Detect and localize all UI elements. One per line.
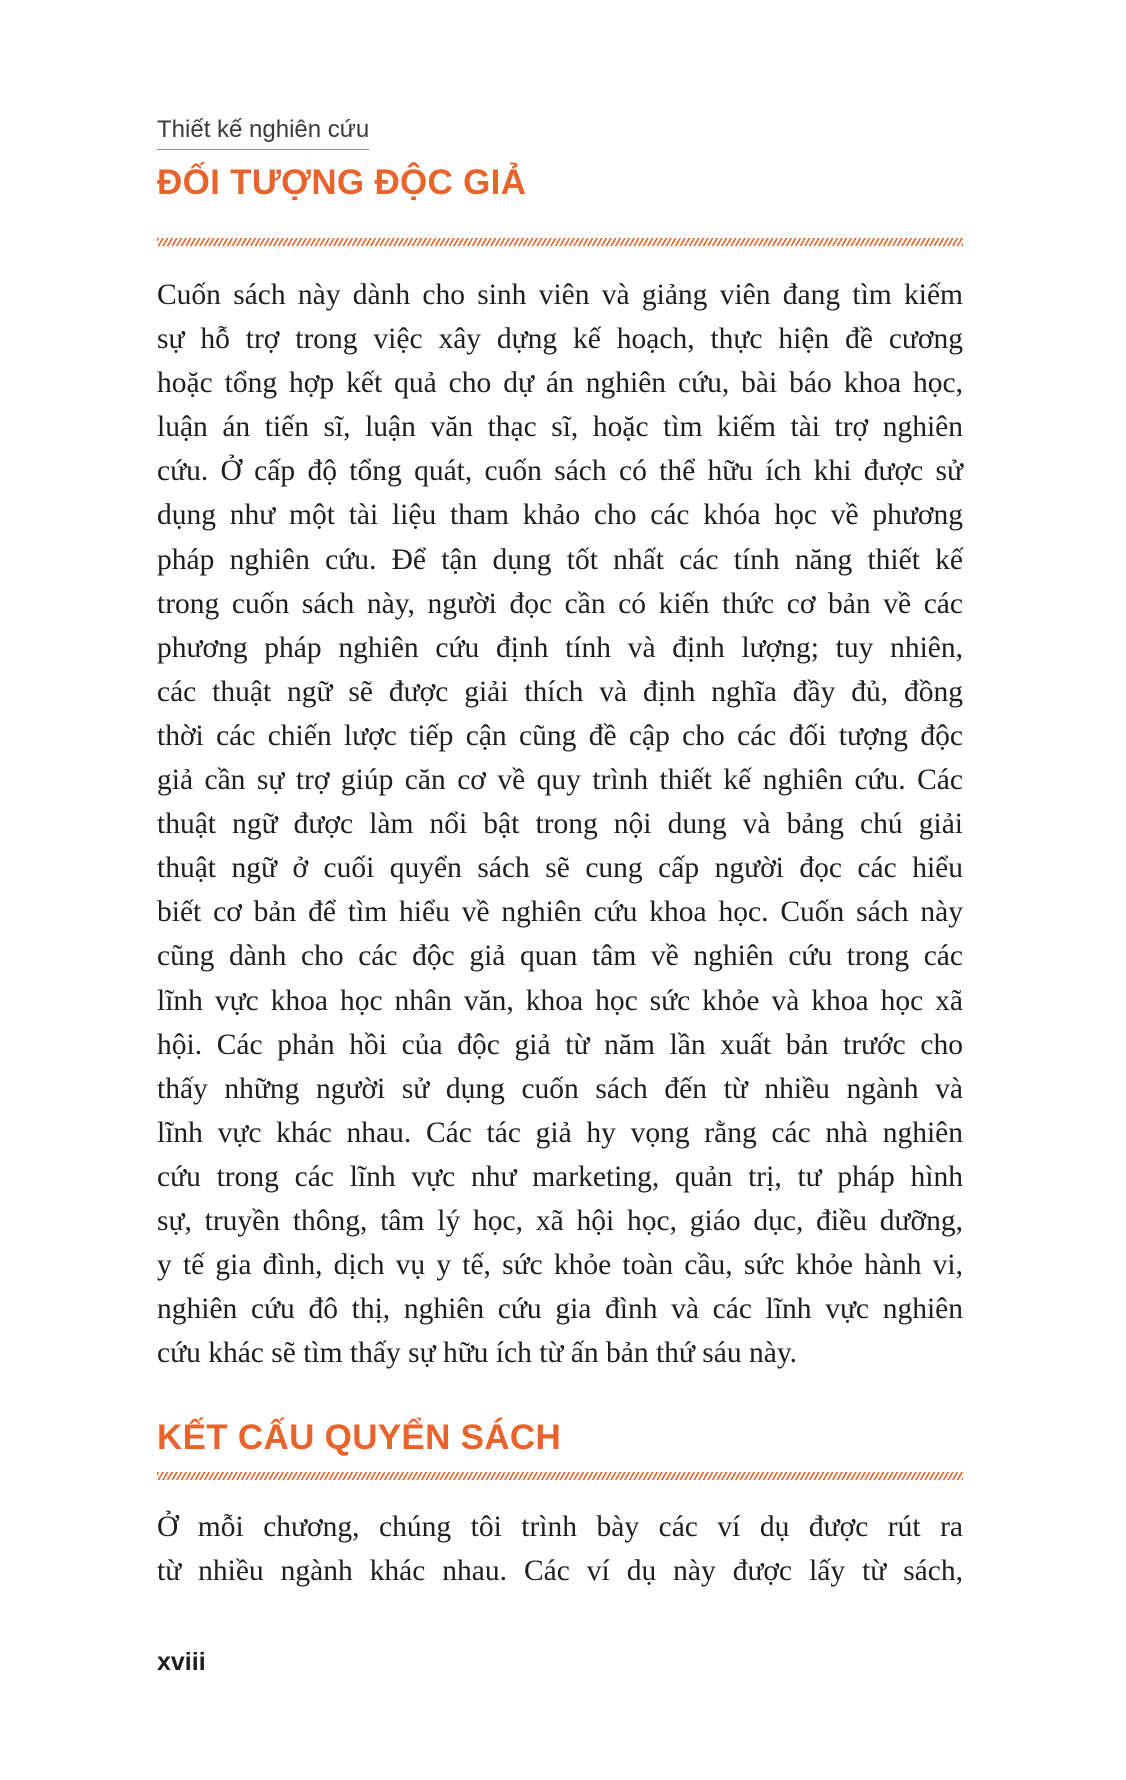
- text-line: hội. Các phản hồi của độc giả từ năm lần xuất bản trước cho: [157, 1028, 963, 1061]
- text-line: pháp nghiên cứu. Để tận dụng tốt nhất các tính năng thiết kế: [157, 543, 963, 576]
- text-line: thời các chiến lược tiếp cận cũng đề cập cho các đối tượng độc: [157, 719, 963, 752]
- text-line: cứu. Ở cấp độ tổng quát, cuốn sách có thể hữu ích khi được sử: [157, 455, 963, 488]
- text-line: nghiên cứu đô thị, nghiên cứu gia đình và các lĩnh vực nghiên: [157, 1293, 963, 1326]
- text-line: y tế gia đình, dịch vụ y tế, sức khỏe toàn cầu, sức khỏe hành vi,: [157, 1249, 963, 1282]
- text-line: thuật ngữ được làm nổi bật trong nội dung và bảng chú giải: [157, 808, 963, 841]
- text-line: cứu trong các lĩnh vực như marketing, quản trị, tư pháp hình: [157, 1160, 963, 1193]
- page-number: xviii: [157, 1648, 206, 1676]
- text-line: phương pháp nghiên cứu định tính và định lượng; tuy nhiên,: [157, 631, 963, 664]
- running-header: Thiết kế nghiên cứu: [157, 117, 369, 150]
- text-line: hoặc tổng hợp kết quả cho dự án nghiên cứu, bài báo khoa học,: [157, 367, 963, 400]
- section-heading-audience: ĐỐI TƯỢNG ĐỘC GIẢ: [157, 163, 527, 202]
- text-line: cứu khác sẽ tìm thấy sự hữu ích từ ấn bản thứ sáu này.: [157, 1337, 798, 1370]
- text-line: cũng dành cho các độc giả quan tâm về nghiên cứu trong các: [157, 940, 963, 973]
- text-line: Cuốn sách này dành cho sinh viên và giảng viên đang tìm kiếm: [157, 279, 963, 311]
- structure-paragraph: [157, 1505, 963, 1593]
- heading-rule: [157, 1472, 963, 1480]
- text-line: từ nhiều ngành khác nhau. Các ví dụ này được lấy từ sách,: [157, 1555, 963, 1588]
- text-line: thấy những người sử dụng cuốn sách đến từ nhiều ngành và: [157, 1072, 963, 1105]
- text-line: lĩnh vực khác nhau. Các tác giả hy vọng rằng các nhà nghiên: [157, 1116, 963, 1149]
- text-line: luận án tiến sĩ, luận văn thạc sĩ, hoặc tìm kiếm tài trợ nghiên: [157, 411, 963, 444]
- text-line: thuật ngữ ở cuối quyển sách sẽ cung cấp người đọc các hiểu: [157, 852, 963, 885]
- text-line: giả cần sự trợ giúp căn cơ về quy trình thiết kế nghiên cứu. Các: [157, 764, 963, 797]
- section-heading-structure: KẾT CẤU QUYỂN SÁCH: [157, 1418, 562, 1457]
- text-line: trong cuốn sách này, người đọc cần có kiến thức cơ bản về các: [157, 587, 963, 620]
- audience-paragraph: [157, 273, 963, 1375]
- text-line: Ở mỗi chương, chúng tôi trình bày các ví dụ được rút ra: [157, 1511, 963, 1543]
- text-line: sự, truyền thông, tâm lý học, xã hội học, giáo dục, điều dưỡng,: [157, 1204, 963, 1237]
- text-line: sự hỗ trợ trong việc xây dựng kế hoạch, thực hiện đề cương: [157, 323, 963, 356]
- heading-rule: [157, 238, 963, 246]
- text-line: các thuật ngữ sẽ được giải thích và định nghĩa đầy đủ, đồng: [157, 675, 963, 708]
- text-line: dụng như một tài liệu tham khảo cho các khóa học về phương: [157, 499, 963, 532]
- text-line: biết cơ bản để tìm hiểu về nghiên cứu khoa học. Cuốn sách này: [157, 896, 963, 929]
- text-line: lĩnh vực khoa học nhân văn, khoa học sức khỏe và khoa học xã: [157, 984, 963, 1017]
